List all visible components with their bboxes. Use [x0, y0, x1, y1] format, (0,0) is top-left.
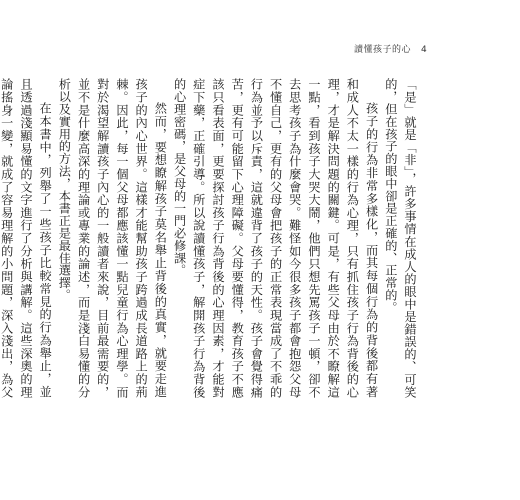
paragraph: 「是」就是「非」，許多事情在成人的眼中是錯誤的、可笑的，但在孩子的眼中卻是正確的、正常的。 — [383, 78, 417, 398]
paragraph: 孩子的行為非常多樣化，而其每個行為的背後都有著和成人不太一樣的行為心理，只有抓住孩子行為背後的心理，才是解決問題的關鍵。可是，有些父母由於不瞭解這一點，看到孩子大哭大鬧，他們只想先罵孩子一頓，卻不去思考孩子為什麼會哭。難怪如今很多孩子都會抱怨父母不懂自己，更有的父母會把孩子的正常表現當成了不乖的行為並予以斥責，這就違背了孩子的天性。孩子會覺得痛苦，更有可能留下心理障礙。父母要懂得，教育孩子不應該只看表面，更要探討孩子行為背後的心理因素，才能對症下藥，正確引導。所以說讀懂孩子，解開孩子行為背後的心理密碼，是父母的一門必修課。 — [172, 78, 379, 398]
running-header — [0, 44, 520, 60]
page-number: 4 — [421, 45, 427, 55]
body-text — [0, 78, 419, 398]
paragraph: 在本書中，列舉了一些孩子比較常見的行為舉止，並且透過淺顯易懂的文字進行了分析與講解。這些深奧的理論搖身一變，就成了容易理解的小問題，深入淺出，為父 — [0, 78, 53, 398]
paragraph: 然而，要想瞭解孩子莫名舉止背後的真實，就要走進孩子的內心世界。這樣才能幫助孩子跨過成長道路上的荊棘。因此，每一個父母都應該懂一點兒童行為心理學。而對於渴望解讀孩子內心的一般讀者來說，目前最需要的，並不是什麼高深的理論或專業的論述，而是淺白易懂的分析以及實用的方法，本書正是最佳選擇。 — [57, 78, 168, 398]
running-header-title: 讀懂孩子的心 — [354, 45, 412, 55]
